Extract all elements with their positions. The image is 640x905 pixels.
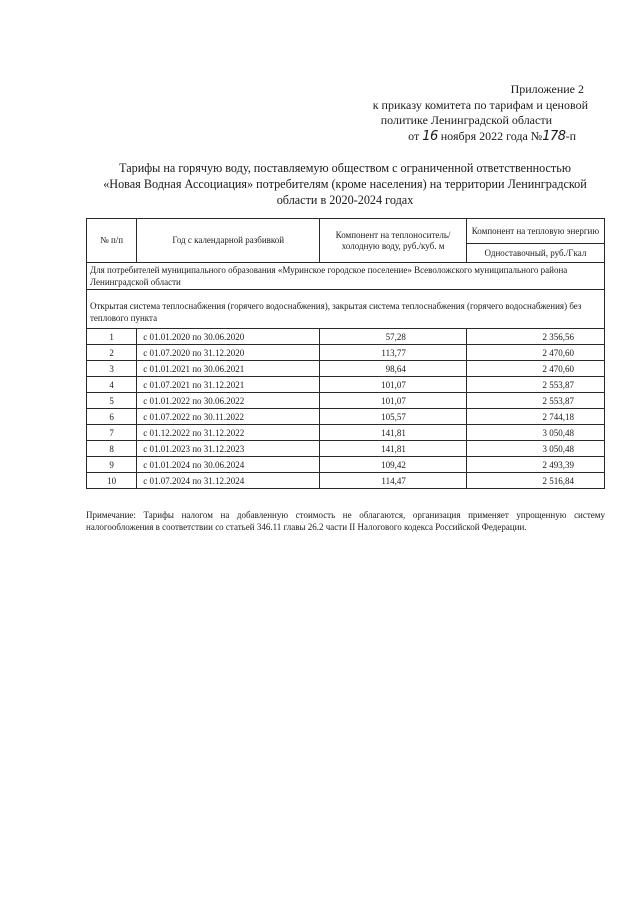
row-num: 4 <box>87 377 137 393</box>
row-energy: 2 553,87 <box>466 393 604 409</box>
table-row <box>87 377 605 393</box>
table-row <box>87 361 605 377</box>
header-num: № п/п <box>87 219 137 263</box>
row-period: с 01.07.2024 по 31.12.2024 <box>137 473 320 489</box>
row-carrier: 141,81 <box>320 441 467 457</box>
table-row <box>87 473 605 489</box>
appendix-date-line <box>330 129 590 145</box>
row-num: 7 <box>87 425 137 441</box>
row-period: с 01.01.2022 по 30.06.2022 <box>137 393 320 409</box>
row-energy: 2 553,87 <box>466 377 604 393</box>
row-period: с 01.12.2022 по 31.12.2022 <box>137 425 320 441</box>
row-carrier: 105,57 <box>320 409 467 425</box>
appendix-region-line: политике Ленинградской области <box>380 113 552 127</box>
table-row <box>87 457 605 473</box>
row-energy: 2 356,56 <box>466 329 604 345</box>
system-type-row <box>87 290 605 329</box>
document-title-line-1: Тарифы на горячую воду, поставляемую обществом с ограниченной ответственностью <box>119 161 571 175</box>
row-period: с 01.01.2020 по 30.06.2020 <box>137 329 320 345</box>
row-carrier: 113,77 <box>320 345 467 361</box>
row-num: 1 <box>87 329 137 345</box>
appendix-order-line: к приказу комитета по тарифам и ценовой <box>372 97 588 112</box>
date-suffix: -п <box>565 128 576 143</box>
handwritten-day: 16 <box>422 128 438 144</box>
date-prefix: от <box>408 128 420 143</box>
system-type: Открытая система теплоснабжения (горячего водоснабжения), закрытая система теплоснабжения (горячего водоснабжения) без теплового пункта <box>87 290 605 329</box>
table-row <box>87 409 605 425</box>
row-energy: 2 470,60 <box>466 345 604 361</box>
header-energy-sub: Одноставочный, руб./Гкал <box>466 244 604 263</box>
appendix-header <box>330 82 590 144</box>
table-row <box>87 345 605 361</box>
row-energy: 3 050,48 <box>466 441 604 457</box>
row-num: 5 <box>87 393 137 409</box>
row-carrier: 98,64 <box>320 361 467 377</box>
consumer-group-row <box>87 263 605 290</box>
row-num: 6 <box>87 409 137 425</box>
header-period: Год с календарной разбивкой <box>137 219 320 263</box>
row-period: с 01.01.2021 по 30.06.2021 <box>137 361 320 377</box>
row-period: с 01.01.2024 по 30.06.2024 <box>137 457 320 473</box>
row-num: 9 <box>87 457 137 473</box>
row-num: 10 <box>87 473 137 489</box>
row-num: 2 <box>87 345 137 361</box>
tariff-table <box>86 218 605 489</box>
table-header-row <box>87 219 605 244</box>
document-title-line-3: области в 2020-2024 годах <box>276 193 414 207</box>
table-row <box>87 441 605 457</box>
row-energy: 2 470,60 <box>466 361 604 377</box>
appendix-title: Приложение 2 <box>510 82 584 96</box>
document-title <box>100 160 590 208</box>
row-period: с 01.07.2021 по 31.12.2021 <box>137 377 320 393</box>
row-carrier: 101,07 <box>320 393 467 409</box>
row-energy: 3 050,48 <box>466 425 604 441</box>
table-row <box>87 329 605 345</box>
date-middle: ноября 2022 года № <box>440 128 543 143</box>
row-carrier: 141,81 <box>320 425 467 441</box>
row-carrier: 101,07 <box>320 377 467 393</box>
footnote: Примечание: Тарифы налогом на добавленную стоимость не облагаются, организация применяет упрощенную систему налогообложения в соответствии со статьей 346.11 главы 26.2 части II Налогового кодекса Российской Федерации. <box>86 510 605 532</box>
row-period: с 01.07.2020 по 31.12.2020 <box>137 345 320 361</box>
row-carrier: 114,47 <box>320 473 467 489</box>
row-num: 3 <box>87 361 137 377</box>
header-energy: Компонент на тепловую энергию <box>466 219 604 244</box>
row-period: с 01.07.2022 по 30.11.2022 <box>137 409 320 425</box>
row-energy: 2 516,84 <box>466 473 604 489</box>
table-row <box>87 425 605 441</box>
row-num: 8 <box>87 441 137 457</box>
row-carrier: 57,28 <box>320 329 467 345</box>
header-carrier: Компонент на теплоноситель/ холодную воду, руб./куб. м <box>320 219 467 263</box>
row-energy: 2 744,18 <box>466 409 604 425</box>
row-carrier: 109,42 <box>320 457 467 473</box>
row-energy: 2 493,39 <box>466 457 604 473</box>
document-title-line-2: «Новая Водная Ассоциация» потребителям (кроме населения) на территории Ленинградской <box>103 177 587 191</box>
table-row <box>87 393 605 409</box>
handwritten-number: 178 <box>542 128 566 144</box>
row-period: с 01.01.2023 по 31.12.2023 <box>137 441 320 457</box>
consumer-group: Для потребителей муниципального образования «Муринское городское поселение» Всеволожского муниципального района Ленинградской области <box>87 263 605 290</box>
